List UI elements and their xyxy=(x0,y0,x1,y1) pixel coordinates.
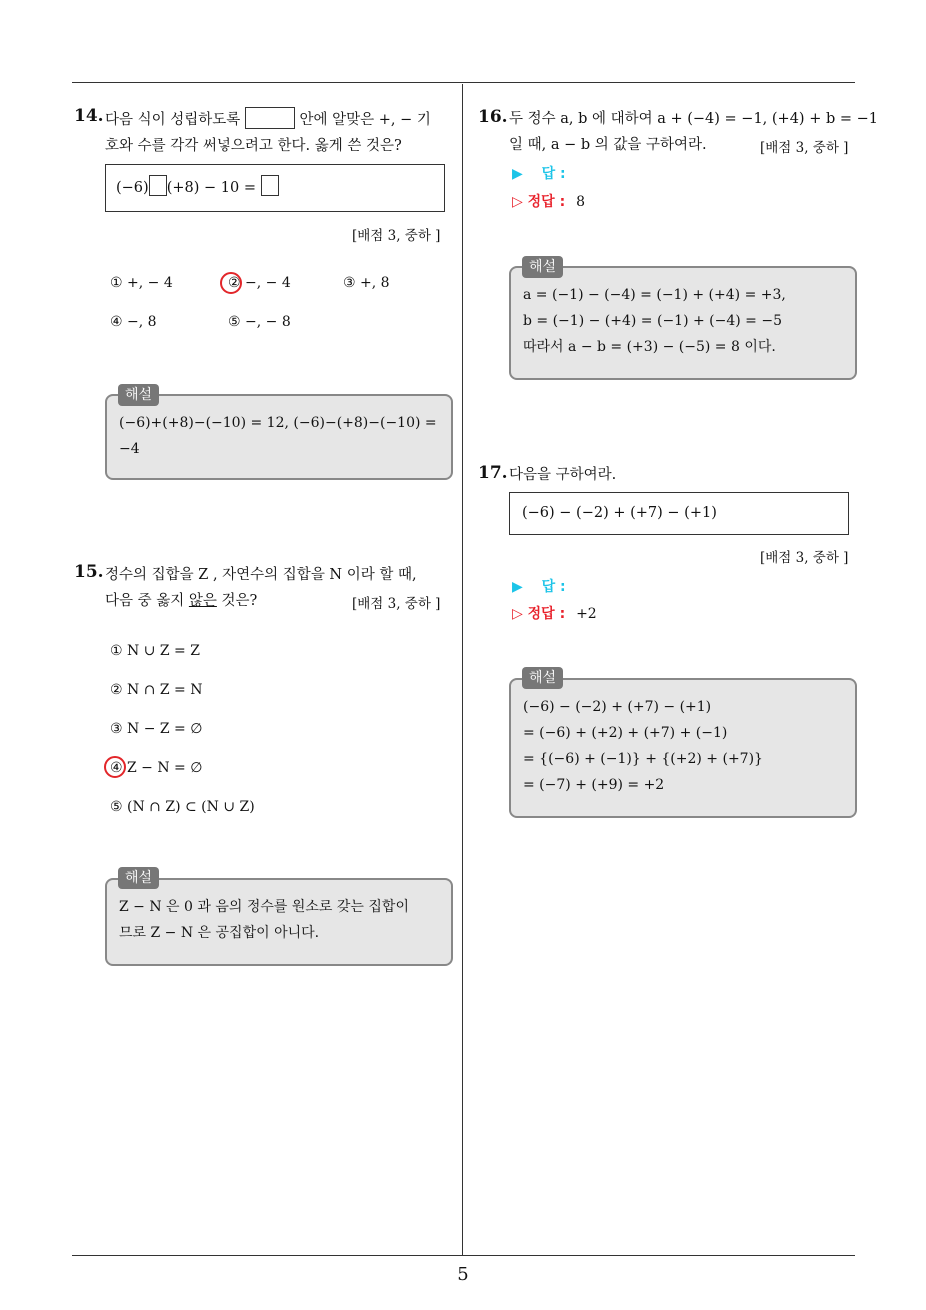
column-divider xyxy=(462,84,463,1256)
q15-line2: 다음 중 옳지 않은 것은? xyxy=(105,593,258,609)
question-number: 15. xyxy=(74,562,104,582)
correct-label: 정답 : xyxy=(527,194,566,210)
solution-line: 므로 Z − N 은 공집합이 아니다. xyxy=(119,925,320,941)
answer-label: 답 : xyxy=(541,166,566,182)
question-16 xyxy=(478,107,508,127)
q15-choice-5[interactable]: ⑤ (N ∩ Z) ⊂ (N ∪ Z) xyxy=(110,799,255,815)
correct-label: 정답 : xyxy=(527,606,566,622)
question-number: 14. xyxy=(74,106,104,126)
q14-expression-box: (−6) (+8) − 10 = xyxy=(105,164,445,212)
score-label: [배점 3, 중하 ] xyxy=(760,140,849,156)
q14-choice-4[interactable]: ④ −, 8 xyxy=(110,314,157,330)
score-label: [배점 3, 중하 ] xyxy=(352,228,441,244)
q14-line2: 호와 수를 각각 써넣으려고 한다. 옳게 쓴 것은? xyxy=(105,138,402,154)
solution-line: = (−6) + (+2) + (+7) + (−1) xyxy=(523,725,728,741)
solution-tag: 해설 xyxy=(522,256,563,278)
blank-box xyxy=(245,107,295,129)
q17-line1: 다음을 구하여라. xyxy=(509,467,617,483)
q17-solution-box xyxy=(509,678,857,818)
solution-line: (−6)+(+8)−(−10) = 12, (−6)−(+8)−(−10) = xyxy=(119,415,437,431)
solution-line: = (−7) + (+9) = +2 xyxy=(523,777,665,793)
q16-line1: 두 정수 a, b 에 대하여 a + (−4) = −1, (+4) + b = −1 xyxy=(509,111,878,127)
top-rule xyxy=(72,82,855,83)
solution-tag: 해설 xyxy=(118,867,159,889)
question-number: 16. xyxy=(478,107,508,127)
q17-expression-box xyxy=(509,492,849,535)
solution-line: = {(−6) + (−1)} + {(+2) + (+7)} xyxy=(523,751,763,767)
q15-line1: 정수의 집합을 Z , 자연수의 집합을 N 이라 할 때, xyxy=(105,567,417,583)
score-label: [배점 3, 중하 ] xyxy=(760,550,849,566)
q14-choice-5[interactable]: ⑤ −, − 8 xyxy=(228,314,291,330)
q16-solution-box xyxy=(509,266,857,380)
q16-line2: 일 때, a − b 의 값을 구하여라. xyxy=(509,137,707,153)
expression: (−6) − (−2) + (+7) − (+1) xyxy=(522,505,717,521)
q15-choice-4[interactable]: ④ Z − N = ∅ xyxy=(110,760,203,776)
answer-mark-circle xyxy=(104,756,126,778)
bottom-rule xyxy=(72,1255,855,1256)
answer-label: 답 : xyxy=(541,579,566,595)
play-arrow-icon: ▶ xyxy=(512,166,523,182)
solution-line: b = (−1) − (+4) = (−1) + (−4) = −5 xyxy=(523,313,782,329)
question-15 xyxy=(74,562,104,582)
solution-line: (−6) − (−2) + (+7) − (+1) xyxy=(523,699,712,715)
q14-solution-box xyxy=(105,394,453,480)
q15-choice-1[interactable]: ① N ∪ Z = Z xyxy=(110,643,200,659)
q15-choice-2[interactable]: ② N ∩ Z = N xyxy=(110,682,203,698)
page-number: 5 xyxy=(457,1264,469,1285)
solution-tag: 해설 xyxy=(522,667,563,689)
hollow-arrow-icon: ▷ xyxy=(512,606,523,622)
question-17 xyxy=(478,463,508,483)
q14-choice-1[interactable]: ① +, − 4 xyxy=(110,275,173,291)
solution-tag: 해설 xyxy=(118,384,159,406)
solution-line: 따라서 a − b = (+3) − (−5) = 8 이다. xyxy=(523,339,776,355)
play-arrow-icon: ▶ xyxy=(512,579,523,595)
question-14 xyxy=(74,106,104,126)
correct-value: 8 xyxy=(576,194,585,210)
correct-value: +2 xyxy=(576,606,597,622)
underlined-word: 않은 xyxy=(188,593,217,609)
answer-mark-circle xyxy=(220,272,242,294)
q15-solution-box xyxy=(105,878,453,966)
hollow-arrow-icon: ▷ xyxy=(512,194,523,210)
answer-row xyxy=(512,163,566,183)
question-number: 17. xyxy=(478,463,508,483)
answer-row xyxy=(512,576,566,596)
solution-line: Z − N 은 0 과 음의 정수를 원소로 갖는 집합이 xyxy=(119,899,409,915)
score-label: [배점 3, 중하 ] xyxy=(352,596,441,612)
solution-line: a = (−1) − (−4) = (−1) + (+4) = +3, xyxy=(523,287,786,303)
q14-line1: 다음 식이 성립하도록 안에 알맞은 +, − 기 xyxy=(105,106,431,134)
solution-line: −4 xyxy=(119,441,140,457)
blank-box xyxy=(261,175,279,196)
q14-choice-3[interactable]: ③ +, 8 xyxy=(343,275,390,291)
q14-choice-2[interactable]: ② −, − 4 xyxy=(228,275,291,291)
correct-answer-row xyxy=(512,191,585,211)
blank-box xyxy=(149,175,167,196)
q15-choice-3[interactable]: ③ N − Z = ∅ xyxy=(110,721,203,737)
correct-answer-row xyxy=(512,603,597,623)
